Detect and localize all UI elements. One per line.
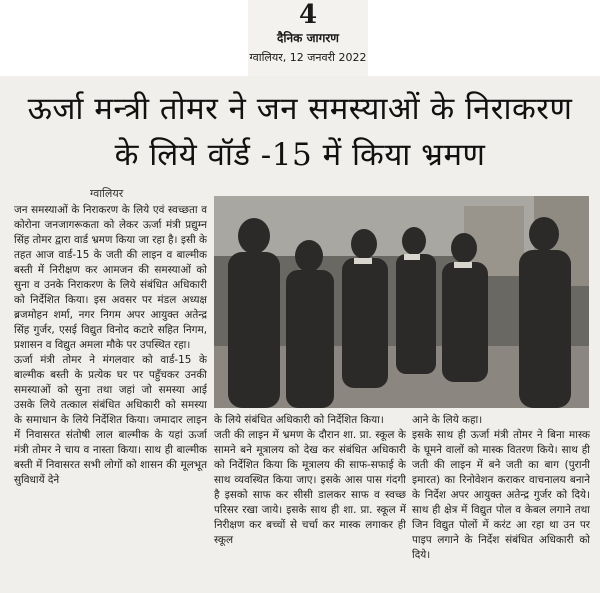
photo-crowd-illustration — [214, 196, 589, 408]
paragraph: के लिये संबंधित अधिकारी को निर्देशित किया। — [214, 414, 384, 426]
paragraph: आने के लिये कहा। — [412, 414, 483, 426]
masthead — [248, 0, 368, 76]
page-number: 4 — [298, 0, 318, 30]
edition-dateline: ग्वालियर, 12 जनवरी 2022 — [249, 51, 367, 64]
paragraph: इसके साथ ही ऊर्जा मंत्री तोमर ने बिना मास्क के घूमने वालों को मास्क वितरण किये। साथ ही जती की लाइन में बने जती का बाग (पुरानी इमारत) का रिनोवेशन कराकर वाचनालय बनाने के निर्देश अपर आयुक्त अतेन्द्र गुर्जर को दिये। साथ ही क्षेत्र में विद्युत पोल व केबल लगाने तथा जिन विद्युत पोलों में करंट आ रहा था उन पर पाइप लगाने के निर्देश संबंधित अधिकारी को दिये। — [412, 429, 590, 561]
paragraph: जती की लाइन में भ्रमण के दौरान शा. प्रा. स्कूल के सामने बने मूत्रालय को देख कर संबंधित अधिकारी को निर्देशित किया कि मूत्रालय की साफ-सफाई के साथ व्यवस्थित किया जाए। इसके आस पास गंदगी है इसको साफ कर सीसी डालकर साफ व स्वच्छ परिसर रखा जाये। इसके साथ ही शा. प्रा. स्कूल में निरीक्षण कर बच्चों से चर्चा कर मास्क लगाकर ही स्कूल — [214, 429, 406, 546]
article-column-3 — [412, 413, 590, 563]
article-column-2 — [214, 413, 406, 585]
article-column-1 — [14, 203, 207, 585]
paragraph: जन समस्याओं के निराकरण के लिये एवं स्वच्छता व कोरोना जनजागरूकता को लेकर ऊर्जा मंत्री प्रद्युम्न सिंह तोमर द्वारा वार्ड भ्रमण किया जा रहा है। इसी के तहत आज वार्ड-15 के जती की लाइन व बाल्मीक बस्ती में निरीक्षण कर आमजन की समस्याओं को सुना व उनके निराकरण के लिये संबंधित अधिकारी को निर्देशित किया। इस अवसर पर मंडल अध्यक्ष ब्रजमोहन शर्मा, नगर निगम अपर आयुक्त अतेन्द्र सिंह गुर्जर, एसई विद्युत विनोद कटारे सहित निगम, प्रशासन व विद्युत अमला मौके पर उपस्थित रहा। — [14, 204, 207, 351]
news-photo — [214, 196, 589, 408]
headline-line-1: ऊर्जा मन्त्री तोमर ने जन समस्याओं के निराकरण — [27, 91, 573, 127]
newspaper-name: दैनिक जागरण — [277, 31, 339, 45]
article-city: ग्वालियर — [90, 187, 124, 200]
paragraph: ऊर्जा मंत्री तोमर ने मंगलवार को वार्ड-15 के बाल्मीक बस्ती के प्रत्येक घर पर पहुँचकर उनकी समस्याओं को सुना तथा जहां जो समस्या आई उसके लिये तत्काल संबंधित अधिकारी को समस्या के समाधान के लिये निर्देशित किया। जमादार लाइन में निवासरत संतोषी लाल बाल्मीक के यहां ऊर्जा मंत्री तोमर ने चाय व नास्ता किया। साथ ही बाल्मीक बस्ती में निवासरत सभी लोगों को शासन की मूलभूत सुविधायें देने — [14, 354, 207, 486]
article-headline — [0, 86, 600, 178]
headline-line-2: के लिये वॉर्ड -15 में किया भ्रमण — [114, 137, 486, 173]
